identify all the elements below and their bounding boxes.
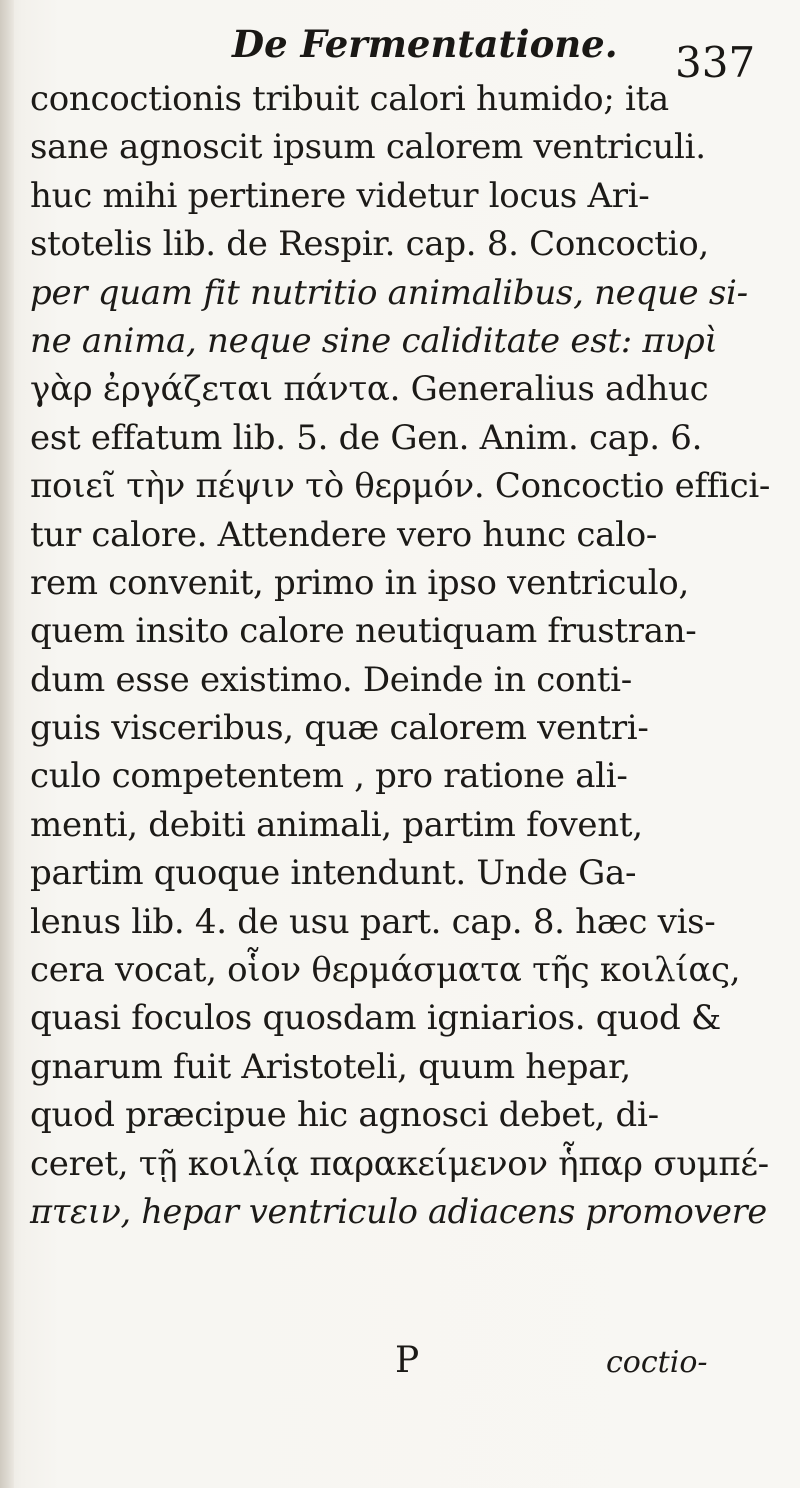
text-line: gnarum fuit Aristoteli, quum hepar, <box>30 1046 631 1087</box>
text-line: guis visceribus, quæ calorem ventri- <box>30 708 649 749</box>
text-line: partim quoque intendunt. Unde Ga- <box>30 853 637 894</box>
text-line: ceret, τῇ κοιλίᾳ παρακείμενον ἧπαρ συμπέ- <box>30 1143 769 1184</box>
page-number: 337 <box>675 38 756 87</box>
text-line: sane agnoscit ipsum calorem ventriculi. <box>30 127 706 168</box>
text-line: quem insito calore neutiquam frustran- <box>30 611 697 652</box>
text-line: stotelis lib. de Respir. cap. 8. Concoctio, <box>30 224 709 265</box>
catchword: coctio- <box>606 1345 708 1380</box>
signature-mark: P <box>395 1340 420 1381</box>
running-title: De Fermentatione. <box>232 22 618 66</box>
text-line: ποιεῖ τὴν πέψιν τὸ θερμόν. Concoctio effici- <box>30 466 771 507</box>
text-line: πτειν, hepar ventriculo adiacens promovere <box>30 1191 767 1231</box>
text-line: dum esse existimo. Deinde in conti- <box>30 659 632 700</box>
text-line: quasi foculos quosdam igniarios. quod & <box>30 998 721 1039</box>
text-line: cera vocat, οἷον θερμάσματα τῆς κοιλίας, <box>30 950 741 991</box>
page-gutter <box>0 0 14 1488</box>
text-line: culo competentem , pro ratione ali- <box>30 756 628 797</box>
text-line: menti, debiti animali, partim fovent, <box>30 804 643 845</box>
text-line: rem convenit, primo in ipso ventriculo, <box>30 562 689 603</box>
text-line: ne anima, neque sine caliditate est: πυρὶ <box>30 320 718 361</box>
body-text <box>30 75 770 1236</box>
text-line: per quam fit nutritio animalibus, neque si- <box>30 272 748 313</box>
text-line: γὰρ ἐργάζεται πάντα. Generalius adhuc <box>30 369 709 410</box>
text-line: est effatum lib. 5. de Gen. Anim. cap. 6. <box>30 417 703 458</box>
text-line: huc mihi pertinere videtur locus Ari- <box>30 175 650 216</box>
text-line: quod præcipue hic agnosci debet, di- <box>30 1095 659 1136</box>
text-line: lenus lib. 4. de usu part. cap. 8. hæc vis- <box>30 901 716 942</box>
text-line: tur calore. Attendere vero hunc calo- <box>30 514 658 555</box>
text-line: concoctionis tribuit calori humido; ita <box>30 79 669 119</box>
